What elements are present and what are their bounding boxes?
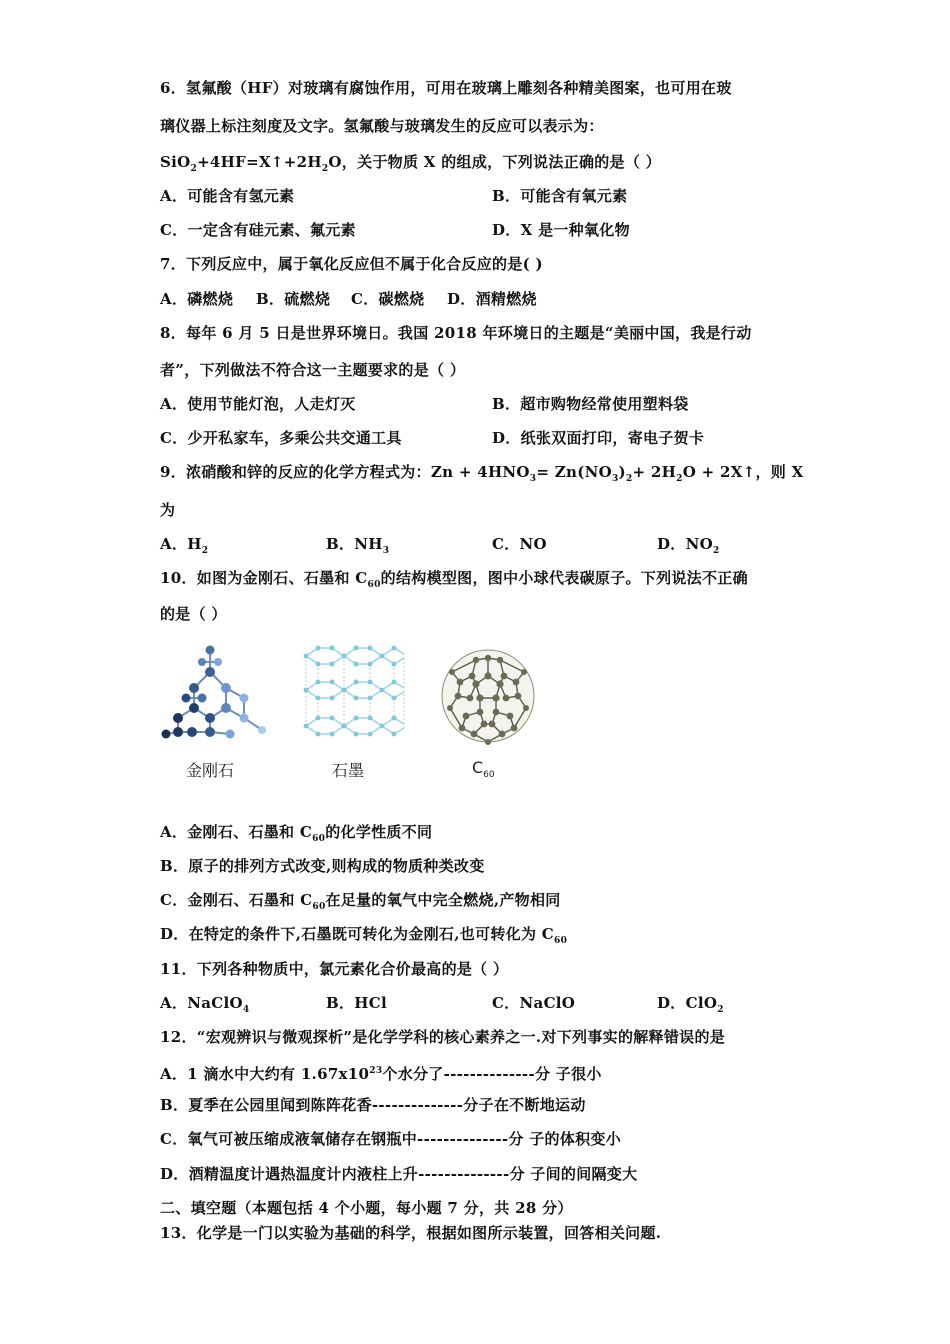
q7-option-d[interactable]: D．酒精燃烧	[447, 290, 537, 308]
q12-option-d[interactable]: D．酒精温度计遇热温度计内液柱上升--------------分 子间的间隔变大	[160, 1165, 638, 1183]
graphite-caption: 石墨	[332, 761, 365, 780]
section2-title: 二、填空题（本题包括 4 个小题，每小题 7 分，共 28 分）	[160, 1199, 573, 1217]
q11-option-a-text: A．NaClO	[160, 994, 243, 1012]
q7-option-b[interactable]: B．硫燃烧	[256, 290, 331, 308]
q9-option-b-sub: 3	[382, 546, 390, 556]
q6-eq-part: SiO	[160, 153, 191, 171]
q11-option-c[interactable]: C．NaClO	[492, 994, 576, 1012]
q10-option-c-text: C．金刚石、石墨和 C	[160, 891, 313, 909]
q11-option-a[interactable]	[160, 993, 249, 1020]
q10-stem-part: 的结构模型图，图中小球代表碳原子。下列说法不正确	[380, 569, 748, 587]
c60-caption-text: C	[472, 758, 484, 777]
q10-option-c[interactable]	[160, 890, 561, 917]
q9-stem-part: O + 2X↑，则 X	[682, 463, 804, 481]
q9-stem-sub: 3	[529, 474, 537, 484]
q9-stem-part: )	[618, 463, 626, 481]
q6-option-b[interactable]: B．可能含有氧元素	[492, 187, 628, 205]
q9-option-a-sub: 2	[201, 546, 209, 556]
q9-option-a[interactable]	[160, 534, 208, 561]
q10-option-c-sub: 60	[312, 902, 326, 912]
q10-option-a-text: A．金刚石、石墨和 C	[160, 823, 313, 841]
q11-option-d-text: D．ClO	[657, 994, 718, 1012]
q9-option-c[interactable]: C．NO	[492, 535, 547, 553]
q6-option-a[interactable]: A．可能含有氢元素	[160, 187, 295, 205]
q6-eq-part: O，关于物质 X 的组成，下列说法正确的是（ ）	[328, 153, 661, 171]
q9-option-d[interactable]	[657, 534, 720, 561]
graphite-structure-figure	[300, 644, 408, 746]
q9-stem-line1	[160, 462, 804, 489]
q6-stem-line1: 6．氢氟酸（HF）对玻璃有腐蚀作用，可用在玻璃上雕刻各种精美图案，也可用在玻	[160, 79, 732, 97]
q9-option-a-text: A．H	[160, 535, 202, 553]
q12-option-c[interactable]: C．氧气可被压缩成液氧储存在钢瓶中--------------分 子的体积变小	[160, 1130, 622, 1148]
q9-option-b-text: B．NH	[326, 535, 383, 553]
q8-option-c[interactable]: C．少开私家车，多乘公共交通工具	[160, 429, 402, 447]
q7-option-c[interactable]: C．碳燃烧	[351, 290, 425, 308]
q6-eq-sub: 2	[190, 164, 198, 174]
q9-stem-sub: 2	[625, 474, 633, 484]
q12-option-a-text: A．1 滴水中大约有 1.67x10	[160, 1065, 370, 1083]
q9-stem-sub: 2	[676, 474, 683, 484]
q9-stem-part: + 2H	[632, 463, 677, 481]
c60-structure-figure	[436, 646, 540, 746]
q8-option-b[interactable]: B．超市购物经常使用塑料袋	[492, 395, 689, 413]
q9-stem-line2: 为	[160, 501, 176, 519]
q8-option-a[interactable]: A．使用节能灯泡，人走灯灭	[160, 395, 356, 413]
q11-stem: 11．下列各种物质中，氯元素化合价最高的是（ ）	[160, 960, 509, 978]
q6-option-d[interactable]: D．X 是一种氧化物	[492, 221, 630, 239]
q6-option-c[interactable]: C．一定含有硅元素、氟元素	[160, 221, 356, 239]
q9-stem-part: = Zn(NO	[536, 463, 612, 481]
q10-option-a[interactable]	[160, 822, 432, 849]
q6-eq-part: +4HF=X↑+2H	[197, 153, 322, 171]
q6-eq-sub: 2	[321, 164, 329, 174]
q9-option-d-text: D．NO	[657, 535, 713, 553]
q10-option-d-text: D．在特定的条件下,石墨既可转化为金刚石,也可转化为 C	[160, 925, 555, 943]
q11-option-d-sub: 2	[717, 1005, 724, 1015]
q12-option-a-text: 个水分了--------------分 子很小	[382, 1065, 602, 1083]
diamond-structure-figure	[158, 642, 274, 746]
q12-option-a[interactable]	[160, 1061, 602, 1084]
q6-stem-line2: 璃仪器上标注刻度及文字。氢氟酸与玻璃发生的反应可以表示为：	[160, 117, 604, 135]
q8-stem-line1: 8．每年 6 月 5 日是世界环境日。我国 2018 年环境日的主题是“美丽中国，我是行动	[160, 324, 752, 342]
c60-caption-sub: 60	[483, 770, 495, 781]
q11-option-b[interactable]: B．HCl	[326, 994, 387, 1012]
q9-stem-part: 9．浓硝酸和锌的反应的化学方程式为：Zn + 4HNO	[160, 463, 530, 481]
q10-stem-line1	[160, 568, 748, 595]
q11-option-d[interactable]	[657, 993, 724, 1020]
q9-stem-sub: 3	[611, 474, 619, 484]
q10-option-a-text: 的化学性质不同	[325, 823, 433, 841]
q11-option-a-sub: 4	[242, 1005, 250, 1015]
q10-option-d-sub: 60	[554, 936, 568, 946]
q7-option-a[interactable]: A．磷燃烧	[160, 290, 234, 308]
q8-option-d[interactable]: D．纸张双面打印，寄电子贺卡	[492, 429, 705, 447]
q10-option-a-sub: 60	[312, 834, 326, 844]
q10-option-c-text: 在足量的氧气中完全燃烧,产物相同	[325, 891, 561, 909]
diamond-caption: 金刚石	[186, 761, 235, 780]
q9-option-d-sub: 2	[713, 546, 720, 556]
q8-stem-line2: 者”，下列做法不符合这一主题要求的是（ ）	[160, 361, 466, 379]
q13-stem: 13．化学是一门以实验为基础的科学，根据如图所示装置，回答相关问题.	[160, 1224, 662, 1242]
q12-option-a-sup: 23	[369, 1066, 383, 1076]
q10-option-b[interactable]: B．原子的排列方式改变,则构成的物质种类改变	[160, 857, 485, 875]
q7-stem: 7．下列反应中，属于氧化反应但不属于化合反应的是( )	[160, 255, 543, 273]
q9-option-b[interactable]	[326, 534, 389, 561]
q12-stem: 12．“宏观辨识与微观探析”是化学学科的核心素养之一.对下列事实的解释错误的是	[160, 1028, 726, 1046]
q10-stem-part: 10．如图为金刚石、石墨和 C	[160, 569, 368, 587]
q6-equation	[160, 152, 661, 179]
q10-stem-sub: 60	[367, 580, 381, 590]
c60-caption	[472, 758, 495, 780]
q12-option-b[interactable]: B．夏季在公园里闻到陈阵花香--------------分子在不断地运动	[160, 1096, 586, 1114]
q10-option-d[interactable]	[160, 924, 567, 951]
q10-stem-line2: 的是（ ）	[160, 605, 227, 623]
